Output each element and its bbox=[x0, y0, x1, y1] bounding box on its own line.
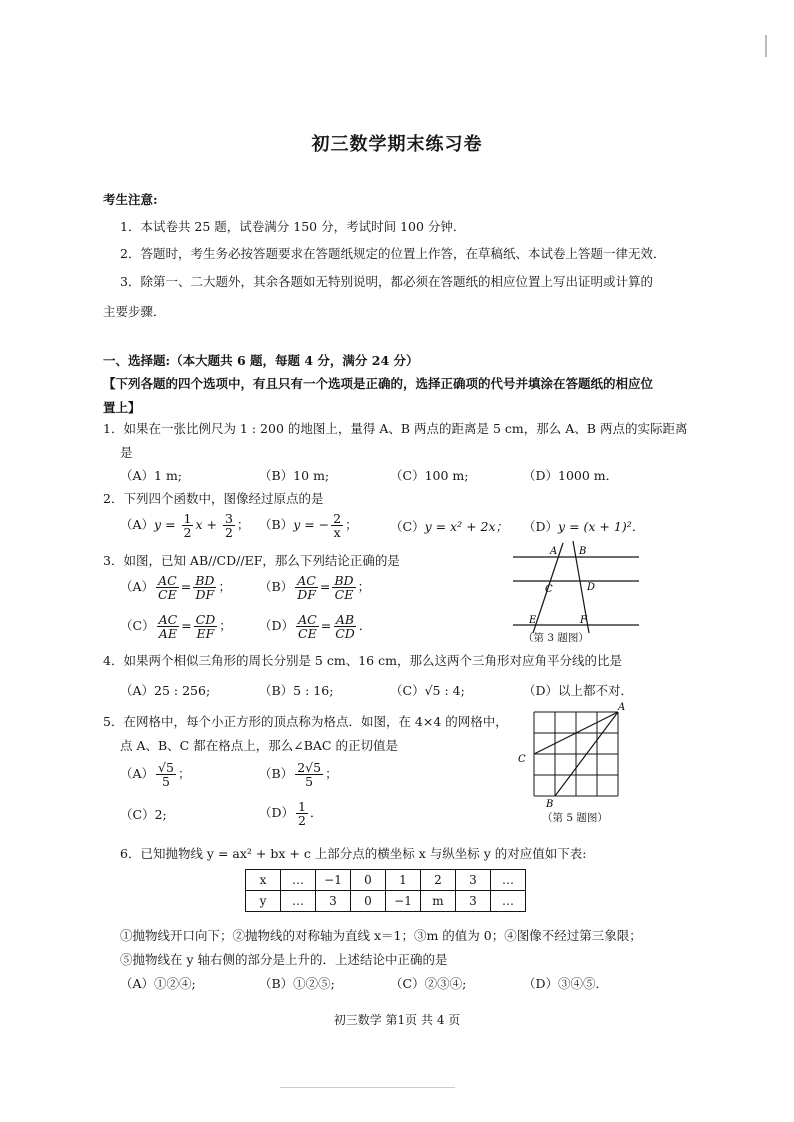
q5-option-b: （B） $\frac{2√5}{5}$ ； bbox=[259, 760, 338, 790]
q5-option-a: （A） $\frac{√5}{5}$ ； bbox=[120, 760, 191, 790]
table-cell: … bbox=[491, 891, 526, 912]
section-instruction-1: 【下列各题的四个选项中，有且只有一个选项是正确的，选择正确项的代号并填涂在答题纸的相应位 bbox=[103, 376, 654, 391]
table-cell: … bbox=[281, 870, 316, 891]
label-a: A bbox=[550, 546, 558, 557]
table-row bbox=[246, 870, 526, 891]
label-c: C bbox=[545, 584, 553, 595]
q3-option-a: （A） $\frac{AC}{CE}$ = $\frac{BD}{DF}$ ； bbox=[120, 573, 231, 603]
q6-statements-2: ⑤抛物线在 y 轴右侧的部分是上升的．上述结论中正确的是 bbox=[120, 952, 448, 967]
label-e: E bbox=[529, 615, 537, 626]
table-cell: y bbox=[246, 891, 281, 912]
q3-option-d: （D） $\frac{AC}{CE}$ = $\frac{AB}{CD}$ ． bbox=[259, 612, 372, 642]
notice-item-3: 3．除第一、二大题外，其余各题如无特别说明，都必须在答题纸的相应位置上写出证明或计算的 bbox=[120, 274, 653, 289]
table-row bbox=[246, 891, 526, 912]
table-cell: … bbox=[281, 891, 316, 912]
q5-stem-cont: 点 A、B、C 都在格点上，那么∠BAC 的正切值是 bbox=[120, 738, 398, 753]
scan-mark bbox=[765, 35, 767, 57]
q2-option-d: （D）y = (x + 1)²． bbox=[523, 519, 645, 534]
q1-stem: 1．如果在一张比例尺为 1 : 200 的地图上，量得 A、B 两点的距离是 5 cm，那么 A、B 两点的实际距离 bbox=[103, 421, 688, 436]
table-cell: 1 bbox=[386, 870, 421, 891]
scan-edge-line bbox=[280, 1087, 455, 1088]
table-cell: m bbox=[421, 891, 456, 912]
q6-stem: 6．已知抛物线 y = ax² + bx + c 上部分点的横坐标 x 与纵坐标 y 的对应值如下表: bbox=[120, 846, 587, 861]
table-cell: −1 bbox=[316, 870, 351, 891]
q3-figure bbox=[505, 535, 645, 645]
grid-4x4 bbox=[534, 712, 618, 796]
section-instruction-2: 置上】 bbox=[103, 400, 141, 415]
q6-option-a: （A）①②④; bbox=[120, 976, 196, 991]
table-cell: … bbox=[491, 870, 526, 891]
q1-option-c: （C）100 m; bbox=[390, 468, 469, 483]
q3-stem: 3．如图，已知 AB//CD//EF，那么下列结论正确的是 bbox=[103, 553, 400, 568]
label-d: D bbox=[587, 582, 596, 593]
table-cell: 3 bbox=[316, 891, 351, 912]
q3-option-c: （C） $\frac{AC}{AE}$ = $\frac{CD}{EF}$ ； bbox=[120, 612, 232, 642]
q2-option-b: （B）y = − $\frac{2}{x}$ ； bbox=[259, 511, 358, 541]
q6-statements-1: ①抛物线开口向下；②抛物线的对称轴为直线 x＝1；③m 的值为 0；④图像不经过第三象限； bbox=[120, 928, 642, 943]
q1-stem-cont: 是 bbox=[120, 445, 133, 460]
table-cell: −1 bbox=[386, 891, 421, 912]
label-b: B bbox=[579, 546, 587, 557]
q6-option-b: （B）①②⑤; bbox=[259, 976, 335, 991]
q1-option-a: （A）1 m; bbox=[120, 468, 183, 483]
notice-item-1: 1．本试卷共 25 题，试卷满分 150 分，考试时间 100 分钟． bbox=[120, 219, 466, 234]
q4-option-b: （B）5 : 16; bbox=[259, 683, 334, 698]
q4-option-d: （D）以上都不对． bbox=[523, 683, 634, 698]
notice-heading: 考生注意: bbox=[103, 192, 158, 207]
q4-option-a: （A）25 : 256; bbox=[120, 683, 211, 698]
label-a: A bbox=[618, 702, 626, 713]
section-heading: 一、选择题:（本大题共 6 题，每题 4 分，满分 24 分） bbox=[103, 353, 419, 368]
q5-option-c: （C）2; bbox=[120, 807, 167, 822]
label-f: F bbox=[580, 615, 587, 626]
q6-option-d: （D）③④⑤． bbox=[523, 976, 609, 991]
table-cell: 0 bbox=[351, 891, 386, 912]
table-cell: 0 bbox=[351, 870, 386, 891]
q1-option-b: （B）10 m; bbox=[259, 468, 330, 483]
q2-stem: 2．下列四个函数中，图像经过原点的是 bbox=[103, 491, 324, 506]
table-cell: 2 bbox=[421, 870, 456, 891]
q4-option-c: （C）√5 : 4; bbox=[390, 683, 465, 698]
q5-option-d: （D） $\frac{1}{2}$ ． bbox=[259, 799, 323, 829]
label-b: B bbox=[546, 799, 554, 808]
q5-figure-caption: （第 5 题图） bbox=[542, 812, 608, 824]
table-cell: 3 bbox=[456, 891, 491, 912]
q5-figure bbox=[510, 700, 630, 808]
q6-option-c: （C）②③④; bbox=[390, 976, 467, 991]
q3-option-b: （B） $\frac{AC}{DF}$ = $\frac{BD}{CE}$ ； bbox=[259, 573, 371, 603]
q2-option-a: （A）y = $\frac{1}{2}$ x + $\frac{3}{2}$ ； bbox=[120, 511, 250, 541]
label-c: C bbox=[518, 754, 526, 765]
page-title: 初三数学期末练习卷 bbox=[311, 134, 483, 155]
q2-option-c: （C）y = x² + 2x； bbox=[390, 519, 509, 534]
notice-item-2: 2．答题时，考生务必按答题要求在答题纸规定的位置上作答，在草稿纸、本试卷上答题一律无效． bbox=[120, 246, 666, 261]
q3-figure-caption: （第 3 题图） bbox=[523, 632, 589, 644]
notice-item-3-cont: 主要步骤． bbox=[103, 304, 166, 319]
table-cell: 3 bbox=[456, 870, 491, 891]
table-cell: x bbox=[246, 870, 281, 891]
q5-stem: 5．在网格中，每个小正方形的顶点称为格点．如图，在 4×4 的网格中， bbox=[103, 714, 508, 729]
page-footer: 初三数学 第1页 共 4 页 bbox=[333, 1013, 461, 1027]
q6-value-table bbox=[245, 869, 526, 912]
q4-stem: 4．如果两个相似三角形的周长分别是 5 cm、16 cm，那么这两个三角形对应角平分线的比是 bbox=[103, 653, 622, 668]
q1-option-d: （D）1000 m． bbox=[523, 468, 619, 483]
